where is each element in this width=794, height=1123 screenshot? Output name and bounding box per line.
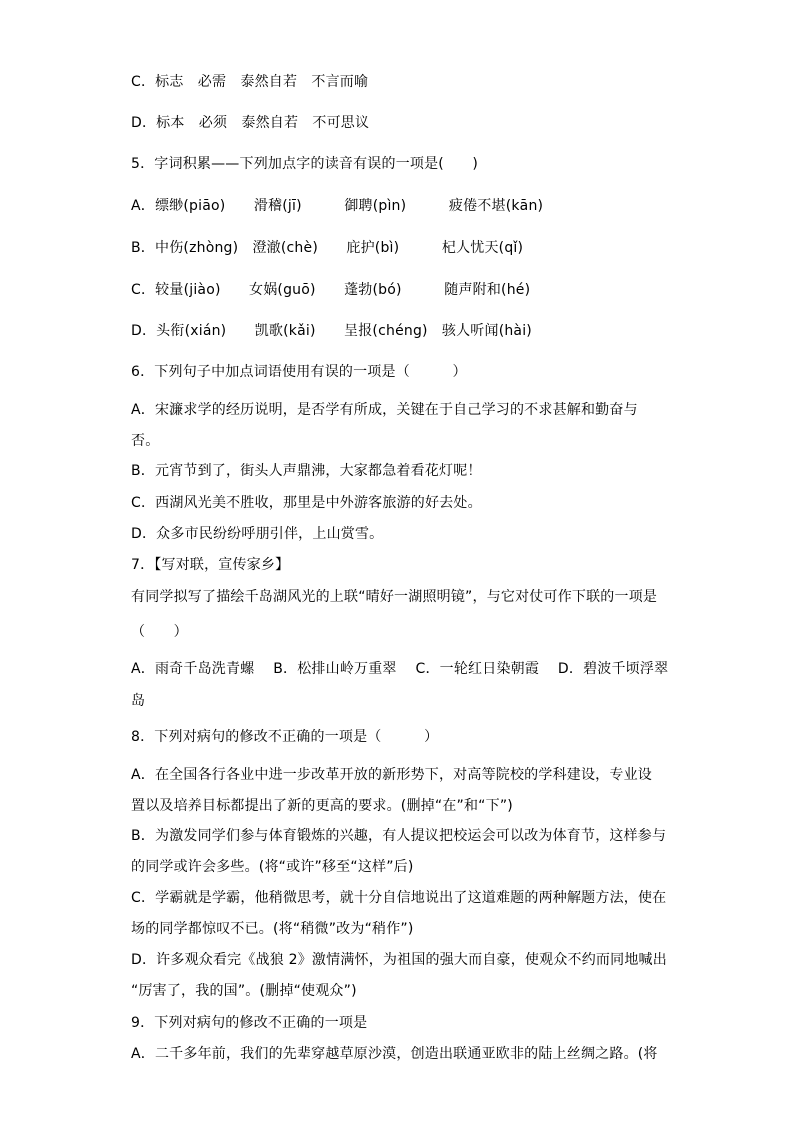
- question-9-stem: 9．下列对病句的修改不正确的一项是: [131, 1015, 368, 1031]
- option-8a-line1: A．在全国各行各业中进一步改革开放的新形势下，对高等院校的学科建设，专业设: [131, 767, 652, 783]
- option-8c-line2: 场的同学都惊叹不已。(将“稍微”改为“稍作”): [131, 921, 414, 937]
- option-6c: C．西湖风光美不胜收，那里是中外游客旅游的好去处。: [131, 495, 482, 511]
- option-8d-line2: “厉害了，我的国”。(删掉“使观众”): [131, 983, 357, 999]
- option-6b: B．元宵节到了，街头人声鼎沸，大家都急着看花灯呢！: [131, 463, 482, 479]
- option-5d: D．头衔(xián) 凯歌(kǎi) 呈报(chéng) 骇人听闻(hài): [131, 323, 532, 339]
- option-8c-line1: C．学霸就是学霸，他稍微思考，就十分自信地说出了这道难题的两种解题方法，使在: [131, 890, 667, 906]
- option-8d-line1: D．许多观众看完《战狼 2》激情满怀，为祖国的强大而自豪，使观众不约而同地喊出: [131, 952, 667, 968]
- question-8-stem: 8．下列对病句的修改不正确的一项是（ ）: [131, 729, 439, 745]
- question-7-text: 有同学拟写了描绘千岛湖风光的上联“晴好一湖照明镜”，与它对仗可作下联的一项是: [131, 589, 658, 605]
- option-9a-line1: A．二千多年前，我们的先辈穿越草原沙漠，创造出联通亚欧非的陆上丝绸之路。(将: [131, 1046, 658, 1062]
- option-5c: C．较量(jiào) 女娲(guō) 蓬勃(bó) 随声附和(hé): [131, 282, 531, 298]
- option-5b: B．中伤(zhòng) 澄澈(chè) 庇护(bì) 杞人忧天(qǐ): [131, 240, 524, 256]
- option-6d: D．众多市民纷纷呼朋引伴，上山赏雪。: [131, 526, 384, 542]
- question-7-stem: 7．【写对联，宣传家乡】: [131, 557, 290, 573]
- option-4d: D．标本 必须 泰然自若 不可思议: [131, 115, 370, 131]
- option-8b-line1: B．为激发同学们参与体育锻炼的兴趣，有人提议把校运会可以改为体育节，这样参与: [131, 828, 667, 844]
- question-6-stem: 6．下列句子中加点词语使用有误的一项是（ ）: [131, 364, 467, 380]
- question-7-options: A．雨奇千岛洗青螺 B．松排山岭万重翠 C．一轮红日染朝霞 D．碧波千顷浮翠: [131, 661, 669, 677]
- option-6a-line2: 否。: [131, 433, 160, 449]
- question-7-options-wrap: 岛: [131, 693, 146, 709]
- option-8b-line2: 的同学或许会多些。(将“或许”移至“这样”后): [131, 859, 414, 875]
- option-4c: C．标志 必需 泰然自若 不言而喻: [131, 74, 369, 90]
- question-5-stem: 5．字词积累——下列加点字的读音有误的一项是( ): [131, 156, 479, 172]
- option-6a-line1: A．宋濂求学的经历说明，是否学有所成，关键在于自己学习的不求甚解和勤奋与: [131, 402, 638, 418]
- option-5a: A．缥缈(piāo) 滑稽(jī) 御聘(pìn) 疲倦不堪(kān): [131, 198, 544, 214]
- answer-bracket: （ ）: [131, 624, 188, 640]
- option-8a-line2: 置以及培养目标都提出了新的更高的要求。(删掉“在”和“下”): [131, 798, 513, 814]
